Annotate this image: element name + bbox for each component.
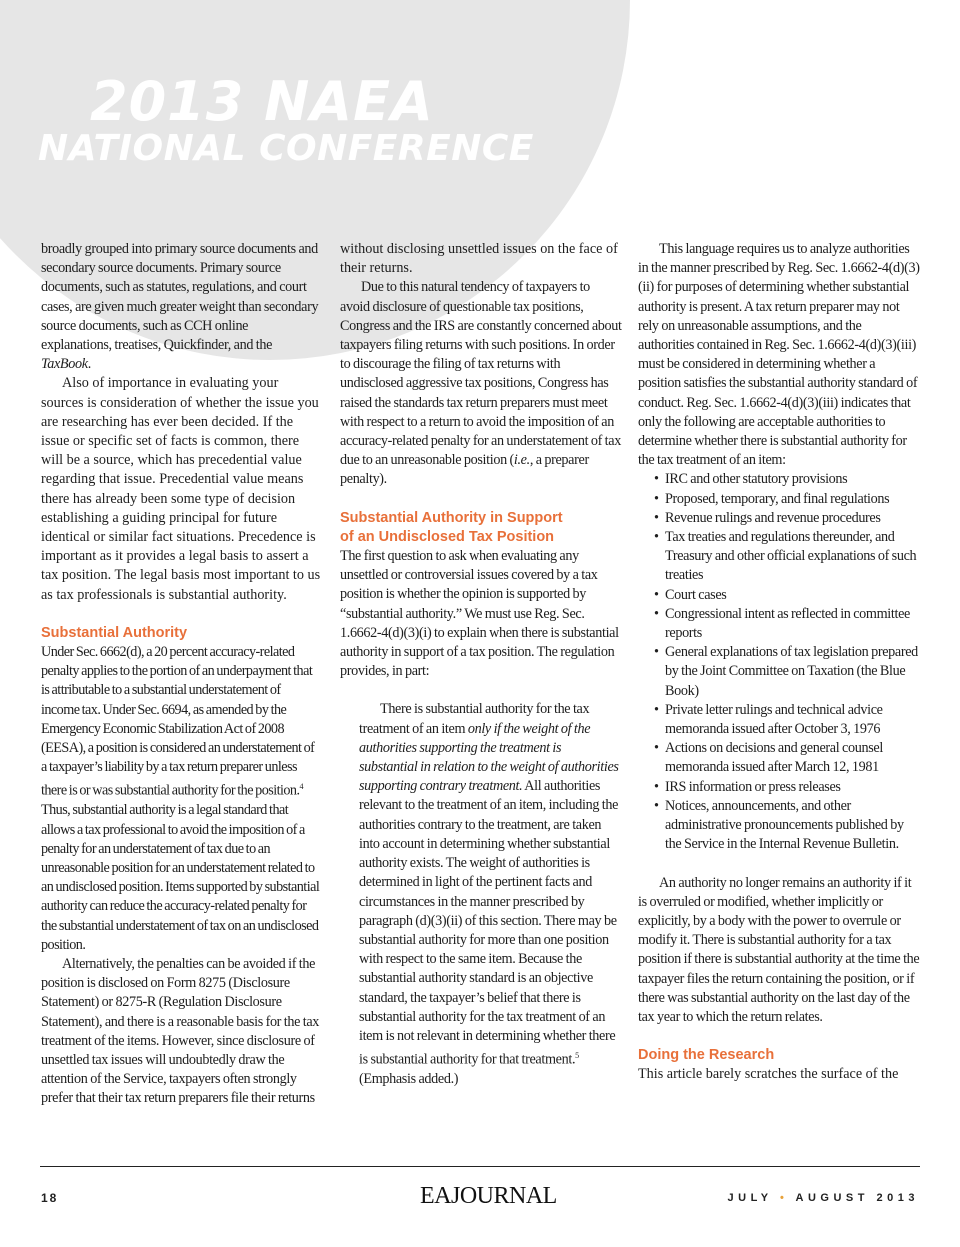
list-item-text: Congressional intent as reflected in committee reports bbox=[665, 605, 910, 642]
authority-list bbox=[638, 470, 920, 854]
footer-rule bbox=[40, 1166, 920, 1167]
paragraph: Also of importance in evaluating your sources is consideration of whether the issue you are researching has ever been decided. If the issue or specific set of facts is common, there will be a source, which has precedential value regarding that issue. Precedential value means there has already been some type of decision establishing a guiding principal for future identical or similar fact situations. Precedence is important as it provides a legal basis to assert a tax position. The legal basis most important to us as tax professionals is substantial authority. bbox=[41, 375, 321, 603]
quote-text: There is substantial authority for the tax treatment of an item bbox=[359, 701, 590, 737]
list-item-text: Proposed, temporary, and final regulations bbox=[665, 490, 890, 507]
italic-text: i.e. bbox=[513, 452, 530, 469]
block-quote bbox=[340, 700, 622, 1089]
journal-logo: EAJOURNAL bbox=[420, 1183, 557, 1209]
italic-title: TaxBook bbox=[41, 356, 88, 373]
footnote-marker: 5 bbox=[575, 1051, 579, 1061]
quote-emphasis: only if the weight of the authorities supporting the treatment is substantial in relation to the weight of authorities supporting contrary treatment. bbox=[359, 720, 619, 795]
issue-date bbox=[728, 1192, 919, 1204]
list-item: • Actions on decisions and general counsel memoranda issued after March 12, 1981 bbox=[654, 740, 883, 776]
list-item-text: Actions on decisions and general counsel memoranda issued after March 12, 1981 bbox=[665, 740, 883, 776]
page-number: 18 bbox=[41, 1191, 59, 1205]
issue-separator: • bbox=[780, 1192, 789, 1204]
banner-subtitle: NATIONAL CONFERENCE bbox=[38, 128, 534, 169]
paragraph: An authority no longer remains an authority if it is overruled or modified, whether implicitly or explicitly, by a body with the power to overrule or modify it. There is substantial authority for a tax position if there is substantial authority at the time the taxpayer files the return containing the position, or if there was substantial authority on the last day of the tax year to which the return relates. bbox=[638, 874, 920, 1025]
list-item: • Notices, announcements, and other administrative pronouncements published by the Service in the Internal Revenue Bulletin. bbox=[654, 797, 904, 853]
paragraph bbox=[340, 278, 622, 489]
paragraph: This language requires us to analyze authorities in the manner prescribed by Reg. Sec. 1.6662-4(d)(3)(ii) for purposes of determining whether substantial authority is present. A tax return preparer may not rely on unreasonable assumptions, and the authorities contained in Reg. Sec. 1.6662-4(d)(3)(iii) must be considered in determining whether a position satisfies the substantial authority standard of conduct. Reg. Sec. 1.6662-4(d)(3)(iii) indicates that only the following are acceptable authorities to determine whether there is substantial authority for the tax treatment of an item: bbox=[638, 241, 920, 469]
paragraph-text: Under Sec. 6662(d), a 20 percent accuracy-related penalty applies to the portion of an underpayment that is attributable to a substantial understatement of income tax. Under Sec. 6694, as amended by the Emergency Economic Stabilization Act of 2008 (EESA), a position is considered an understatement of a taxpayer’s liability by a tax return preparer unless there is or was substantial authority for the position. bbox=[41, 644, 315, 800]
list-item-text: IRS information or press releases bbox=[665, 778, 841, 795]
heading-line: Substantial Authority in Support bbox=[340, 509, 563, 526]
column-2 bbox=[340, 240, 622, 1089]
list-item: • Court cases bbox=[654, 586, 727, 603]
paragraph-text: Due to this natural tendency of taxpayers to avoid disclosure of questionable tax positions, Congress and the IRS are constantly concerned about taxpayers filing returns with such positions. In order to discourage the filing of tax returns with undisclosed aggressive tax positions, Congress has raised the standards tax return preparers must meet with respect to a return to avoid the imposition of an accuracy-related penalty for an understatement of tax due to an unreasonable position ( bbox=[340, 279, 622, 469]
paragraph bbox=[41, 643, 321, 955]
banner-title: 2013 NAEA bbox=[90, 70, 434, 133]
paragraph bbox=[41, 240, 321, 374]
section-heading: Substantial Authority bbox=[41, 624, 188, 641]
list-item-text: Notices, announcements, and other administrative pronouncements published by the Service in the Internal Revenue Bulletin. bbox=[665, 797, 904, 853]
list-item: • General explanations of tax legislation prepared by the Joint Committee on Taxation (the Blue Book) bbox=[654, 644, 918, 699]
paragraph: This article barely scratches the surface of the bbox=[638, 1066, 899, 1083]
list-item-text: General explanations of tax legislation prepared by the Joint Committee on Taxation (the Blue Book) bbox=[665, 644, 918, 699]
list-item: • Private letter rulings and technical advice memoranda issued after October 3, 1976 bbox=[654, 701, 883, 738]
column-3 bbox=[638, 240, 920, 1085]
paragraph-text: . bbox=[87, 356, 91, 373]
paragraph-text: broadly grouped into primary source documents and secondary source documents. Primary source documents, such as statutes, regulations, and court cases, are given much greater weight than secondary source documents, such as CCH online explanations, treatises, Quickfinder, and the bbox=[41, 241, 319, 354]
paragraph-text: Thus, substantial authority is a legal standard that allows a tax professional to avoid the imposition of a penalty for an understatement of tax due to an unreasonable position for an understatement related to an undisclosed position. Items supported by substantial authority can reduce the accuracy-related penalty for the substantial understatement of tax on an undisclosed position. bbox=[41, 802, 320, 953]
list-item-text: IRC and other statutory provisions bbox=[665, 471, 848, 488]
list-item-text: Private letter rulings and technical advice memoranda issued after October 3, 1976 bbox=[665, 701, 883, 738]
column-1 bbox=[41, 240, 321, 1109]
list-item-text: Court cases bbox=[665, 586, 727, 603]
issue-month-year: AUGUST 2013 bbox=[795, 1192, 919, 1204]
issue-month: JULY bbox=[727, 1192, 773, 1204]
heading-line: of an Undisclosed Tax Position bbox=[340, 528, 555, 545]
list-item: • Congressional intent as reflected in committee reports bbox=[654, 605, 910, 642]
footnote-marker: 4 bbox=[299, 782, 303, 792]
list-item-text: Revenue rulings and revenue procedures bbox=[665, 509, 881, 526]
list-item: • Tax treaties and regulations thereunder, and Treasury and other official explanations of such treaties bbox=[654, 529, 917, 584]
paragraph-text: , a preparer penalty). bbox=[340, 452, 589, 488]
paragraph: Alternatively, the penalties can be avoided if the position is disclosed on Form 8275 (Disclosure Statement) or 8275-R (Regulation Disclosure Statement), and there is a reasonable basis for the tax treatment of the items. However, since disclosure of unsettled tax issues will undoubtedly draw the attention of the Service, taxpayers often strongly prefer that their tax return preparers file their returns bbox=[41, 956, 320, 1107]
paragraph: The first question to ask when evaluating any unsettled or controversial issues covered by a tax position is whether the opinion is supported by “substantial authority.” We must use Reg. Sec. 1.6662-4(d)(3)(i) to explain when there is substantial authority in support of a tax position. The regulation provides, in part: bbox=[340, 548, 619, 680]
list-item: • Proposed, temporary, and final regulations bbox=[654, 490, 890, 507]
list-item: • IRS information or press releases bbox=[654, 778, 841, 795]
section-heading bbox=[340, 509, 622, 547]
list-item: • IRC and other statutory provisions bbox=[654, 471, 848, 488]
quote-text: (Emphasis added.) bbox=[359, 1071, 459, 1088]
paragraph: without disclosing unsettled issues on the face of their returns. bbox=[340, 241, 618, 277]
list-item: • Revenue rulings and revenue procedures bbox=[654, 509, 881, 526]
list-item-text: Tax treaties and regulations thereunder, and Treasury and other official explanations of such treaties bbox=[665, 529, 917, 584]
quote-text: All authorities relevant to the treatment of an item, including the authorities contrary to the treatment, are taken into account in determining whether substantial authority exists. The weight of authorities is determined in light of the pertinent facts and circumstances in the manner prescribed by paragraph (d)(3)(ii) of this section. There may be substantial authority for more than one position with respect to the same item. Because the substantial authority standard is an objective standard, the taxpayer’s belief that there is substantial authority for the tax treatment of an item is not relevant in determining whether there is substantial authority for that treatment. bbox=[359, 778, 619, 1068]
section-heading: Doing the Research bbox=[638, 1047, 775, 1064]
